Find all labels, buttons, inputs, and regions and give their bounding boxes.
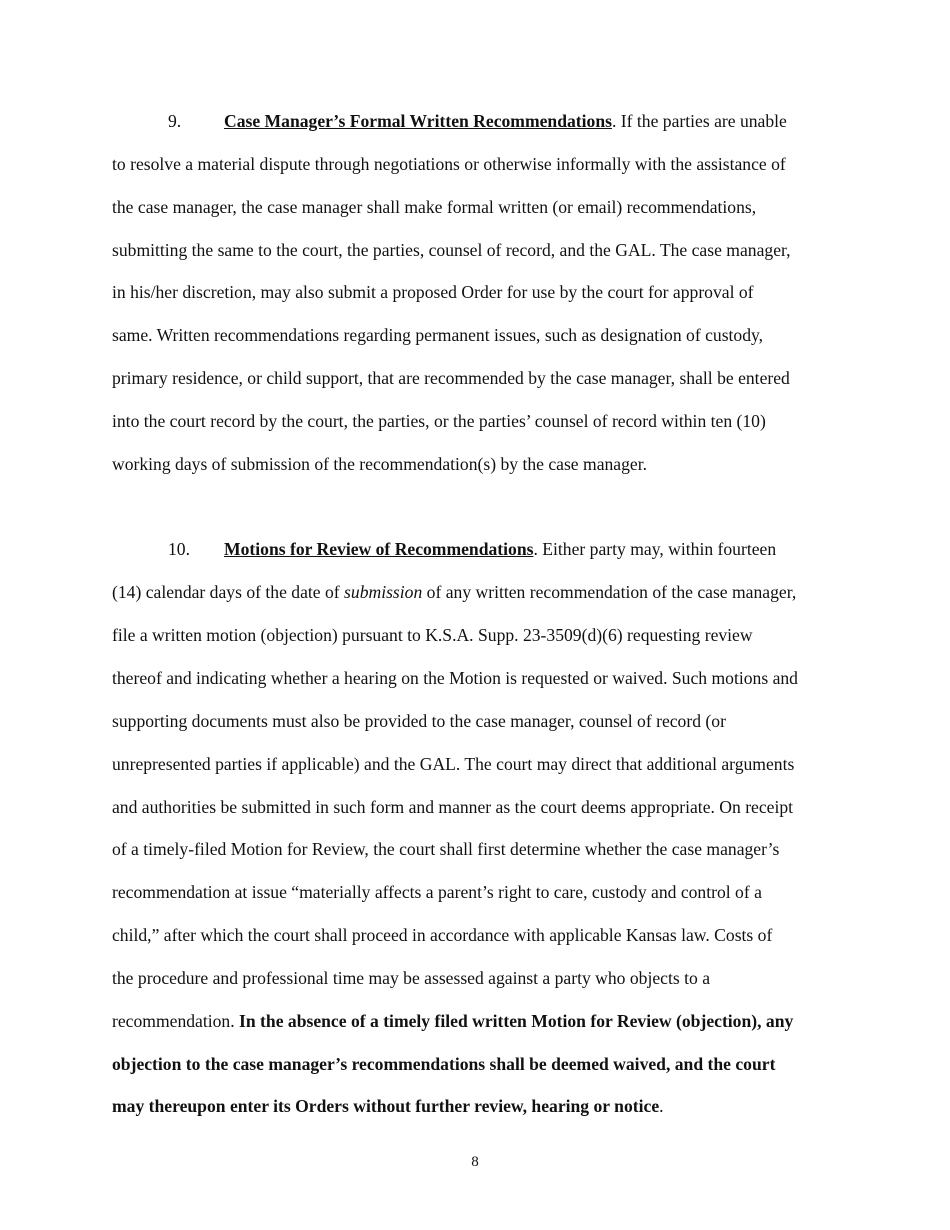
section-9-heading: Case Manager’s Formal Written Recommendations — [224, 111, 612, 131]
section-10-line-2 — [112, 571, 842, 614]
submission-emphasis: submission — [344, 582, 423, 603]
section-10-final-start: recommendation. — [112, 1010, 240, 1031]
section-9-line: into the court record by the court, the parties, or the parties’ counsel of record within ten (10) — [112, 410, 766, 431]
section-9-line: submitting the same to the court, the parties, counsel of record, and the GAL. The case manager, — [112, 239, 791, 260]
section-10-line: child,” after which the court shall proceed in accordance with applicable Kansas law. Costs of — [112, 925, 773, 946]
section-9-line: working days of submission of the recommendation(s) by the case manager. — [112, 453, 648, 474]
page-number: 8 — [471, 1154, 479, 1170]
section-10-line: and authorities be submitted in such form and manner as the court deems appropriate. On receipt — [112, 796, 794, 817]
section-9-text: . If the parties are unable — [611, 111, 787, 131]
section-10-heading: Motions for Review of Recommendations — [224, 539, 534, 560]
section-10-line: thereof and indicating whether a hearing on the Motion is requested or waived. Such motions and — [112, 667, 798, 688]
section-10-final-line-1 — [112, 1000, 842, 1043]
section-10-final-period: . — [659, 1096, 664, 1117]
section-9-line: same. Written recommendations regarding permanent issues, such as designation of custody, — [112, 325, 764, 346]
section-9-line: primary residence, or child support, that are recommended by the case manager, shall be entered — [112, 368, 790, 389]
section-9-line-1 — [112, 100, 842, 143]
section-9-line: in his/her discretion, may also submit a proposed Order for use by the court for approval of — [112, 282, 754, 303]
section-10-line: supporting documents must also be provided to the case manager, counsel of record (or — [112, 710, 726, 731]
waiver-clause-part-3: may thereupon enter its Orders without further review, hearing or notice — [112, 1096, 660, 1117]
section-10-line: recommendation at issue “materially affects a parent’s right to care, custody and control of a — [112, 882, 762, 903]
section-10-line: file a written motion (objection) pursuant to K.S.A. Supp. 23-3509(d)(6) requesting review — [112, 625, 753, 646]
section-10-final-line-3 — [112, 1085, 842, 1128]
section-10-number: 10. — [168, 539, 190, 560]
document-body — [112, 100, 842, 1171]
section-10-text: . Either party may, within fourteen — [533, 539, 777, 560]
section-10-line-2-end: of any written recommendation of the case manager, — [422, 582, 797, 603]
section-10-line-2-start: (14) calendar days of the date of — [112, 582, 345, 603]
section-9-line: to resolve a material dispute through negotiations or otherwise informally with the assistance of — [112, 153, 786, 174]
section-10-line-1 — [112, 528, 842, 571]
waiver-clause-part-1: In the absence of a timely filed written Motion for Review (objection), any — [239, 1010, 794, 1031]
section-10-line: the procedure and professional time may be assessed against a party who objects to a — [112, 967, 710, 988]
section-9-number: 9. — [168, 111, 182, 131]
section-10 — [112, 528, 842, 1171]
section-9 — [112, 100, 842, 528]
waiver-clause-part-2: objection to the case manager’s recommendations shall be deemed waived, and the court — [112, 1053, 776, 1074]
section-10-line: of a timely-filed Motion for Review, the court shall first determine whether the case manager’s — [112, 839, 780, 860]
section-10-line: unrepresented parties if applicable) and the GAL. The court may direct that additional arguments — [112, 753, 795, 774]
section-9-line: the case manager, the case manager shall make formal written (or email) recommendations, — [112, 196, 757, 217]
